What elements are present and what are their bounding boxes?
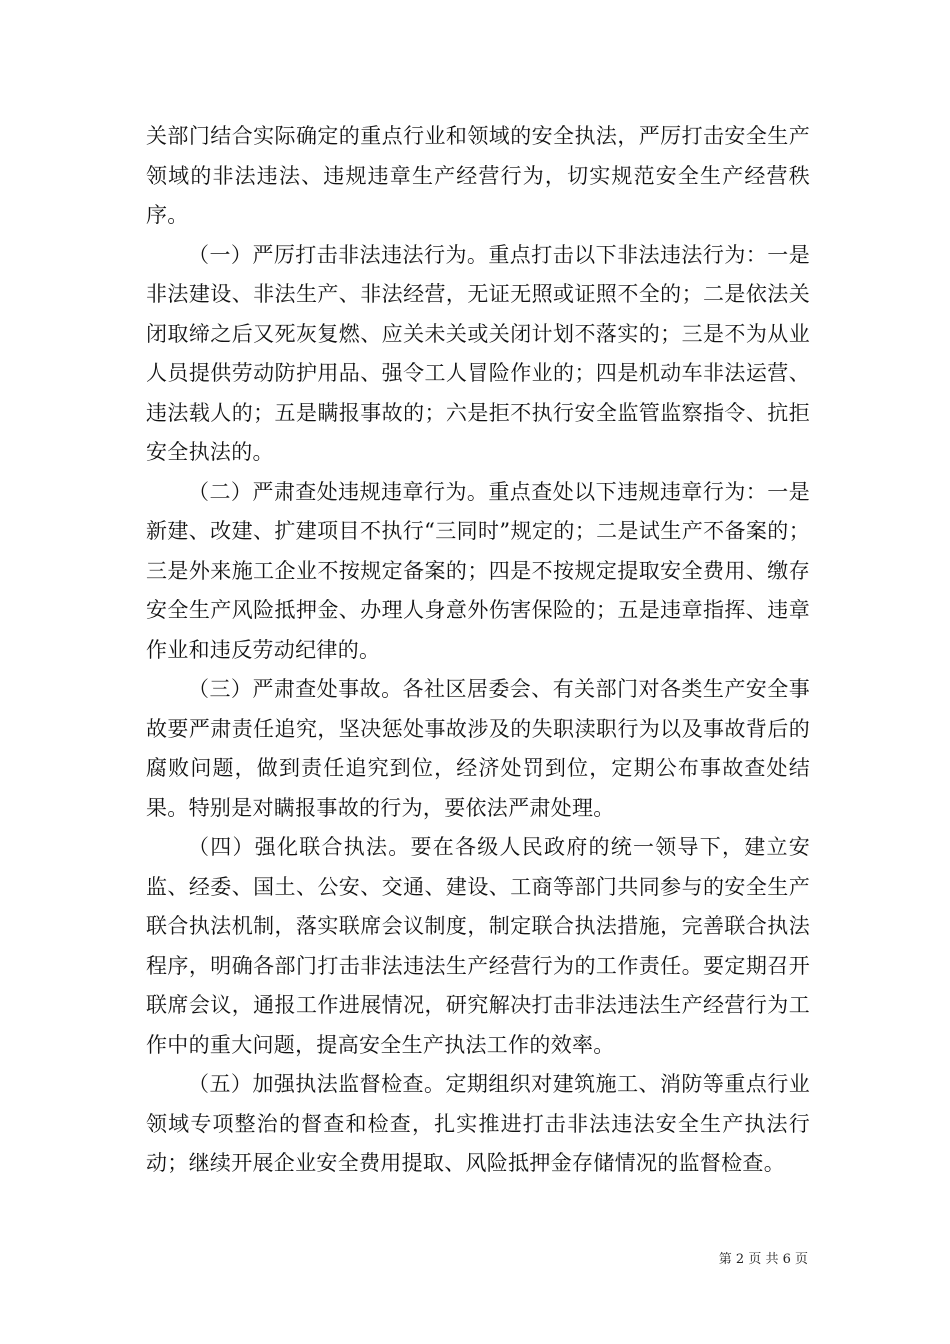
document-body bbox=[146, 117, 810, 1184]
page-number-footer: 第 2 页 共 6 页 bbox=[718, 1252, 808, 1267]
paragraph-section-4: （四）强化联合执法。要在各级人民政府的统一领导下，建立安监、经委、国土、公安、交通、建设、工商等部门共同参与的安全生产联合执法机制，落实联席会议制度，制定联合执法措施，完善联合执法程序，明确各部门打击非法违法生产经营行为的工作责任。要定期召开联席会议，通报工作进展情况，研究解决打击非法违法生产经营行为工作中的重大问题，提高安全生产执法工作的效率。 bbox=[146, 835, 810, 1057]
paragraph-section-5: （五）加强执法监督检查。定期组织对建筑施工、消防等重点行业领域专项整治的督查和检查，扎实推进打击非法违法安全生产执法行动；继续开展企业安全费用提取、风险抵押金存储情况的监督检查。 bbox=[146, 1072, 810, 1175]
paragraph-section-1: （一）严厉打击非法违法行为。重点打击以下非法违法行为：一是非法建设、非法生产、非法经营，无证无照或证照不全的；二是依法关闭取缔之后又死灰复燃、应关未关或关闭计划不落实的；三是不为从业人员提供劳动防护用品、强令工人冒险作业的；四是机动车非法运营、违法载人的；五是瞒报事故的；六是拒不执行安全监管监察指令、抗拒安全执法的。 bbox=[146, 242, 810, 464]
paragraph-section-3: （三）严肃查处事故。各社区居委会、有关部门对各类生产安全事故要严肃责任追究，坚决惩处事故涉及的失职渎职行为以及事故背后的腐败问题，做到责任追究到位，经济处罚到位，定期公布事故查处结果。特别是对瞒报事故的行为，要依法严肃处理。 bbox=[146, 677, 810, 820]
paragraph-section-2: （二）严肃查处违规违章行为。重点查处以下违规违章行为：一是新建、改建、扩建项目不执行“三同时”规定的；二是试生产不备案的；三是外来施工企业不按规定备案的；四是不按规定提取安全费用、缴存安全生产风险抵押金、办理人身意外伤害保险的；五是违章指挥、违章作业和违反劳动纪律的。 bbox=[146, 479, 810, 662]
paragraph-continuation: 关部门结合实际确定的重点行业和领域的安全执法，严厉打击安全生产领域的非法违法、违规违章生产经营行为，切实规范安全生产经营秩序。 bbox=[146, 124, 810, 227]
